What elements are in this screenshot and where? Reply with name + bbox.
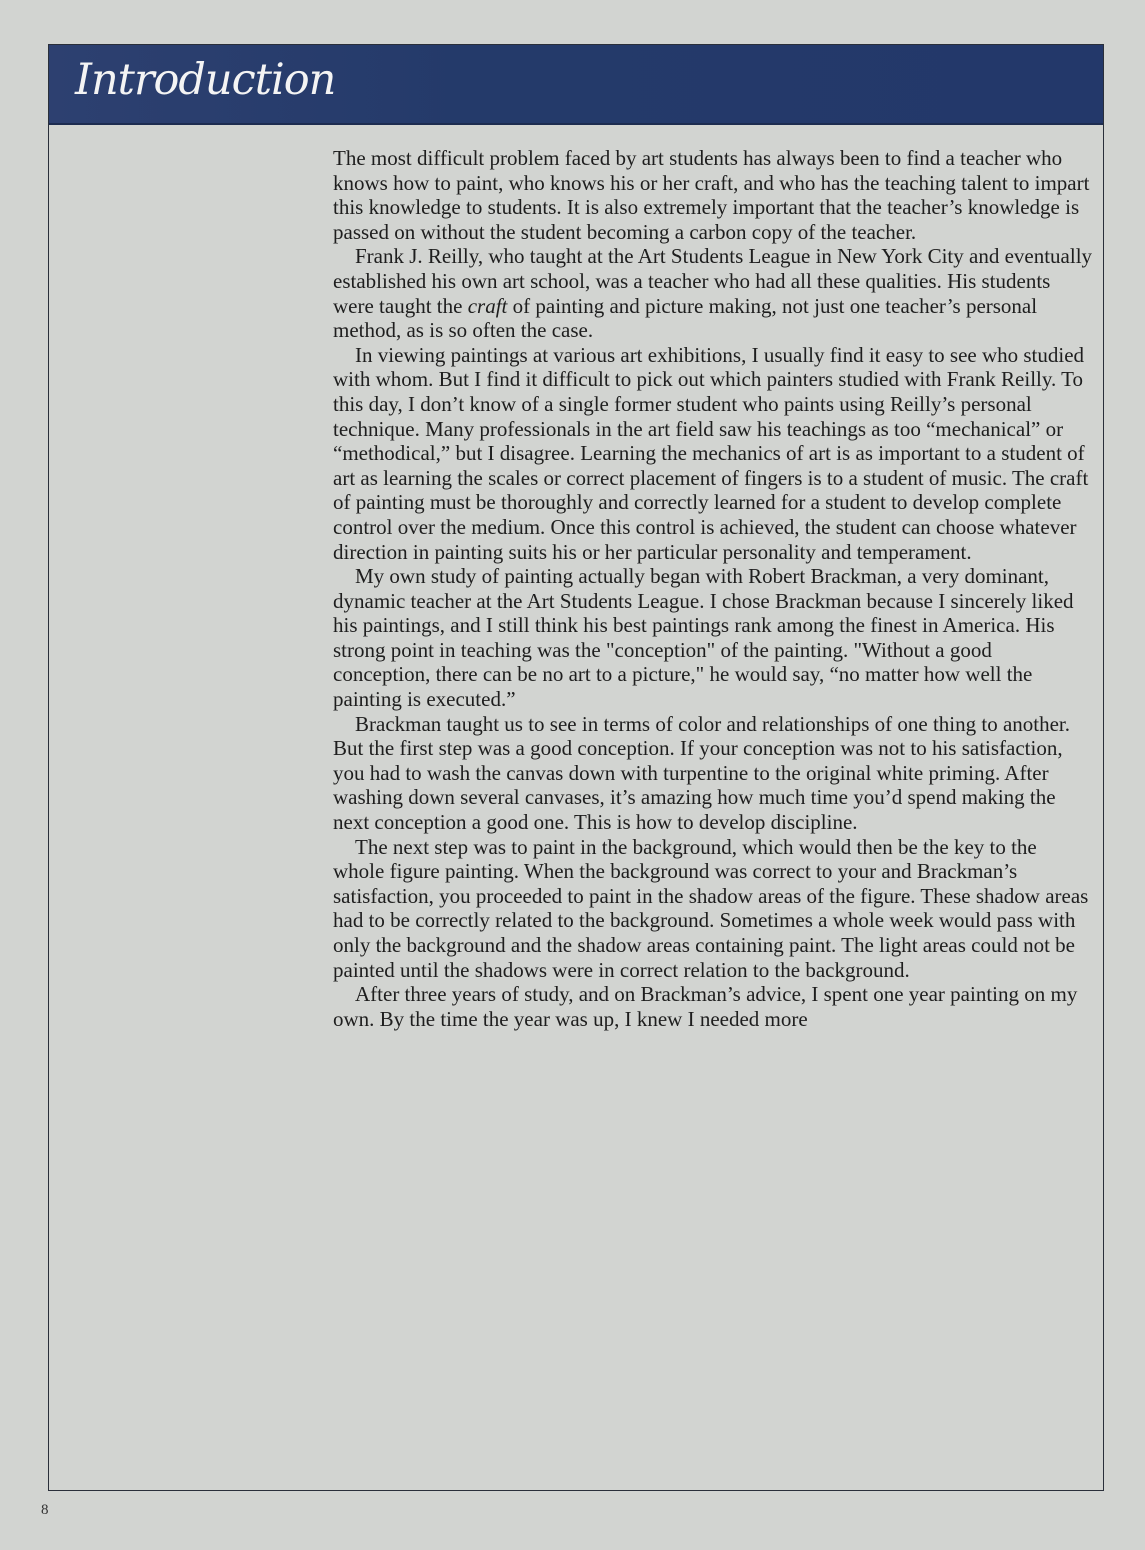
page-title: Introduction <box>75 55 336 105</box>
paragraph-3: In viewing paintings at various art exhibitions, I usually find it easy to see who studied with whom. But I find it difficult to pick out which painters studied with Frank Reilly. To this day, I don’t know of a single former student who paints using Reilly’s personal technique. Many professionals in the art field saw his teachings as too “mechanical” or “methodical,” but I disagree. Learning the mechanics of art is as important to a student of art as learning the scales or correct placement of fingers is to a student of music. The craft of painting must be thoroughly and correctly learned for a student to develop complete control over the medium. Once this control is achieved, the student can choose whatever direction in painting suits his or her particular personality and temperament. <box>333 342 1089 564</box>
paragraph-2 <box>333 244 1093 342</box>
paragraph-4: My own study of painting actually began with Robert Brackman, a very dominant, dynamic teacher at the Art Students League. I chose Brackman because I sincerely liked his paintings, and I still think his best paintings rank among the finest in America. His strong point in teaching was the "conception" of the painting. "Without a good conception, there can be no art to a picture," he would say, “no matter how well the painting is executed.” <box>333 564 1074 712</box>
paragraph-2-start: Frank J. Reilly, who taught at the Art Students League in New York City and eventually established his own art school, was a teacher who had all these qualities. His students were taught the <box>333 244 1093 318</box>
page-number: 8 <box>41 1502 49 1518</box>
paragraph-7: After three years of study, and on Brackman’s advice, I spent one year painting on my own. By the time the year was up, I knew I needed more <box>333 982 1078 1031</box>
paragraph-6: The next step was to paint in the background, which would then be the key to the whole figure painting. When the background was correct to your and Brackman’s satisfaction, you proceeded to paint in the shadow areas of the figure. These shadow areas had to be correctly related to the background. Sometimes a whole week would pass with only the background and the shadow areas containing paint. The light areas could not be painted until the shadows were in correct relation to the background. <box>333 834 1089 982</box>
body-text <box>333 146 1093 1031</box>
paragraph-1: The most difficult problem faced by art students has always been to find a teacher who knows how to paint, who knows his or her craft, and who has the teaching talent to impart this knowledge to students. It is also extremely important that the teacher’s knowledge is passed on without the student becoming a carbon copy of the teacher. <box>333 146 1090 244</box>
paragraph-2-end: of painting and picture making, not just one teacher’s personal method, as is so often the case. <box>333 293 1038 343</box>
header-band <box>49 45 1103 125</box>
emphasis-craft: craft <box>467 293 508 318</box>
paragraph-5: Brackman taught us to see in terms of color and relationships of one thing to another. But the first step was a good conception. If your conception was not to his satisfaction, you had to wash the canvas down with turpentine to the original white priming. After washing down several canvases, it’s amazing how much time you’d spend making the next conception a good one. This is how to develop discipline. <box>333 711 1071 835</box>
